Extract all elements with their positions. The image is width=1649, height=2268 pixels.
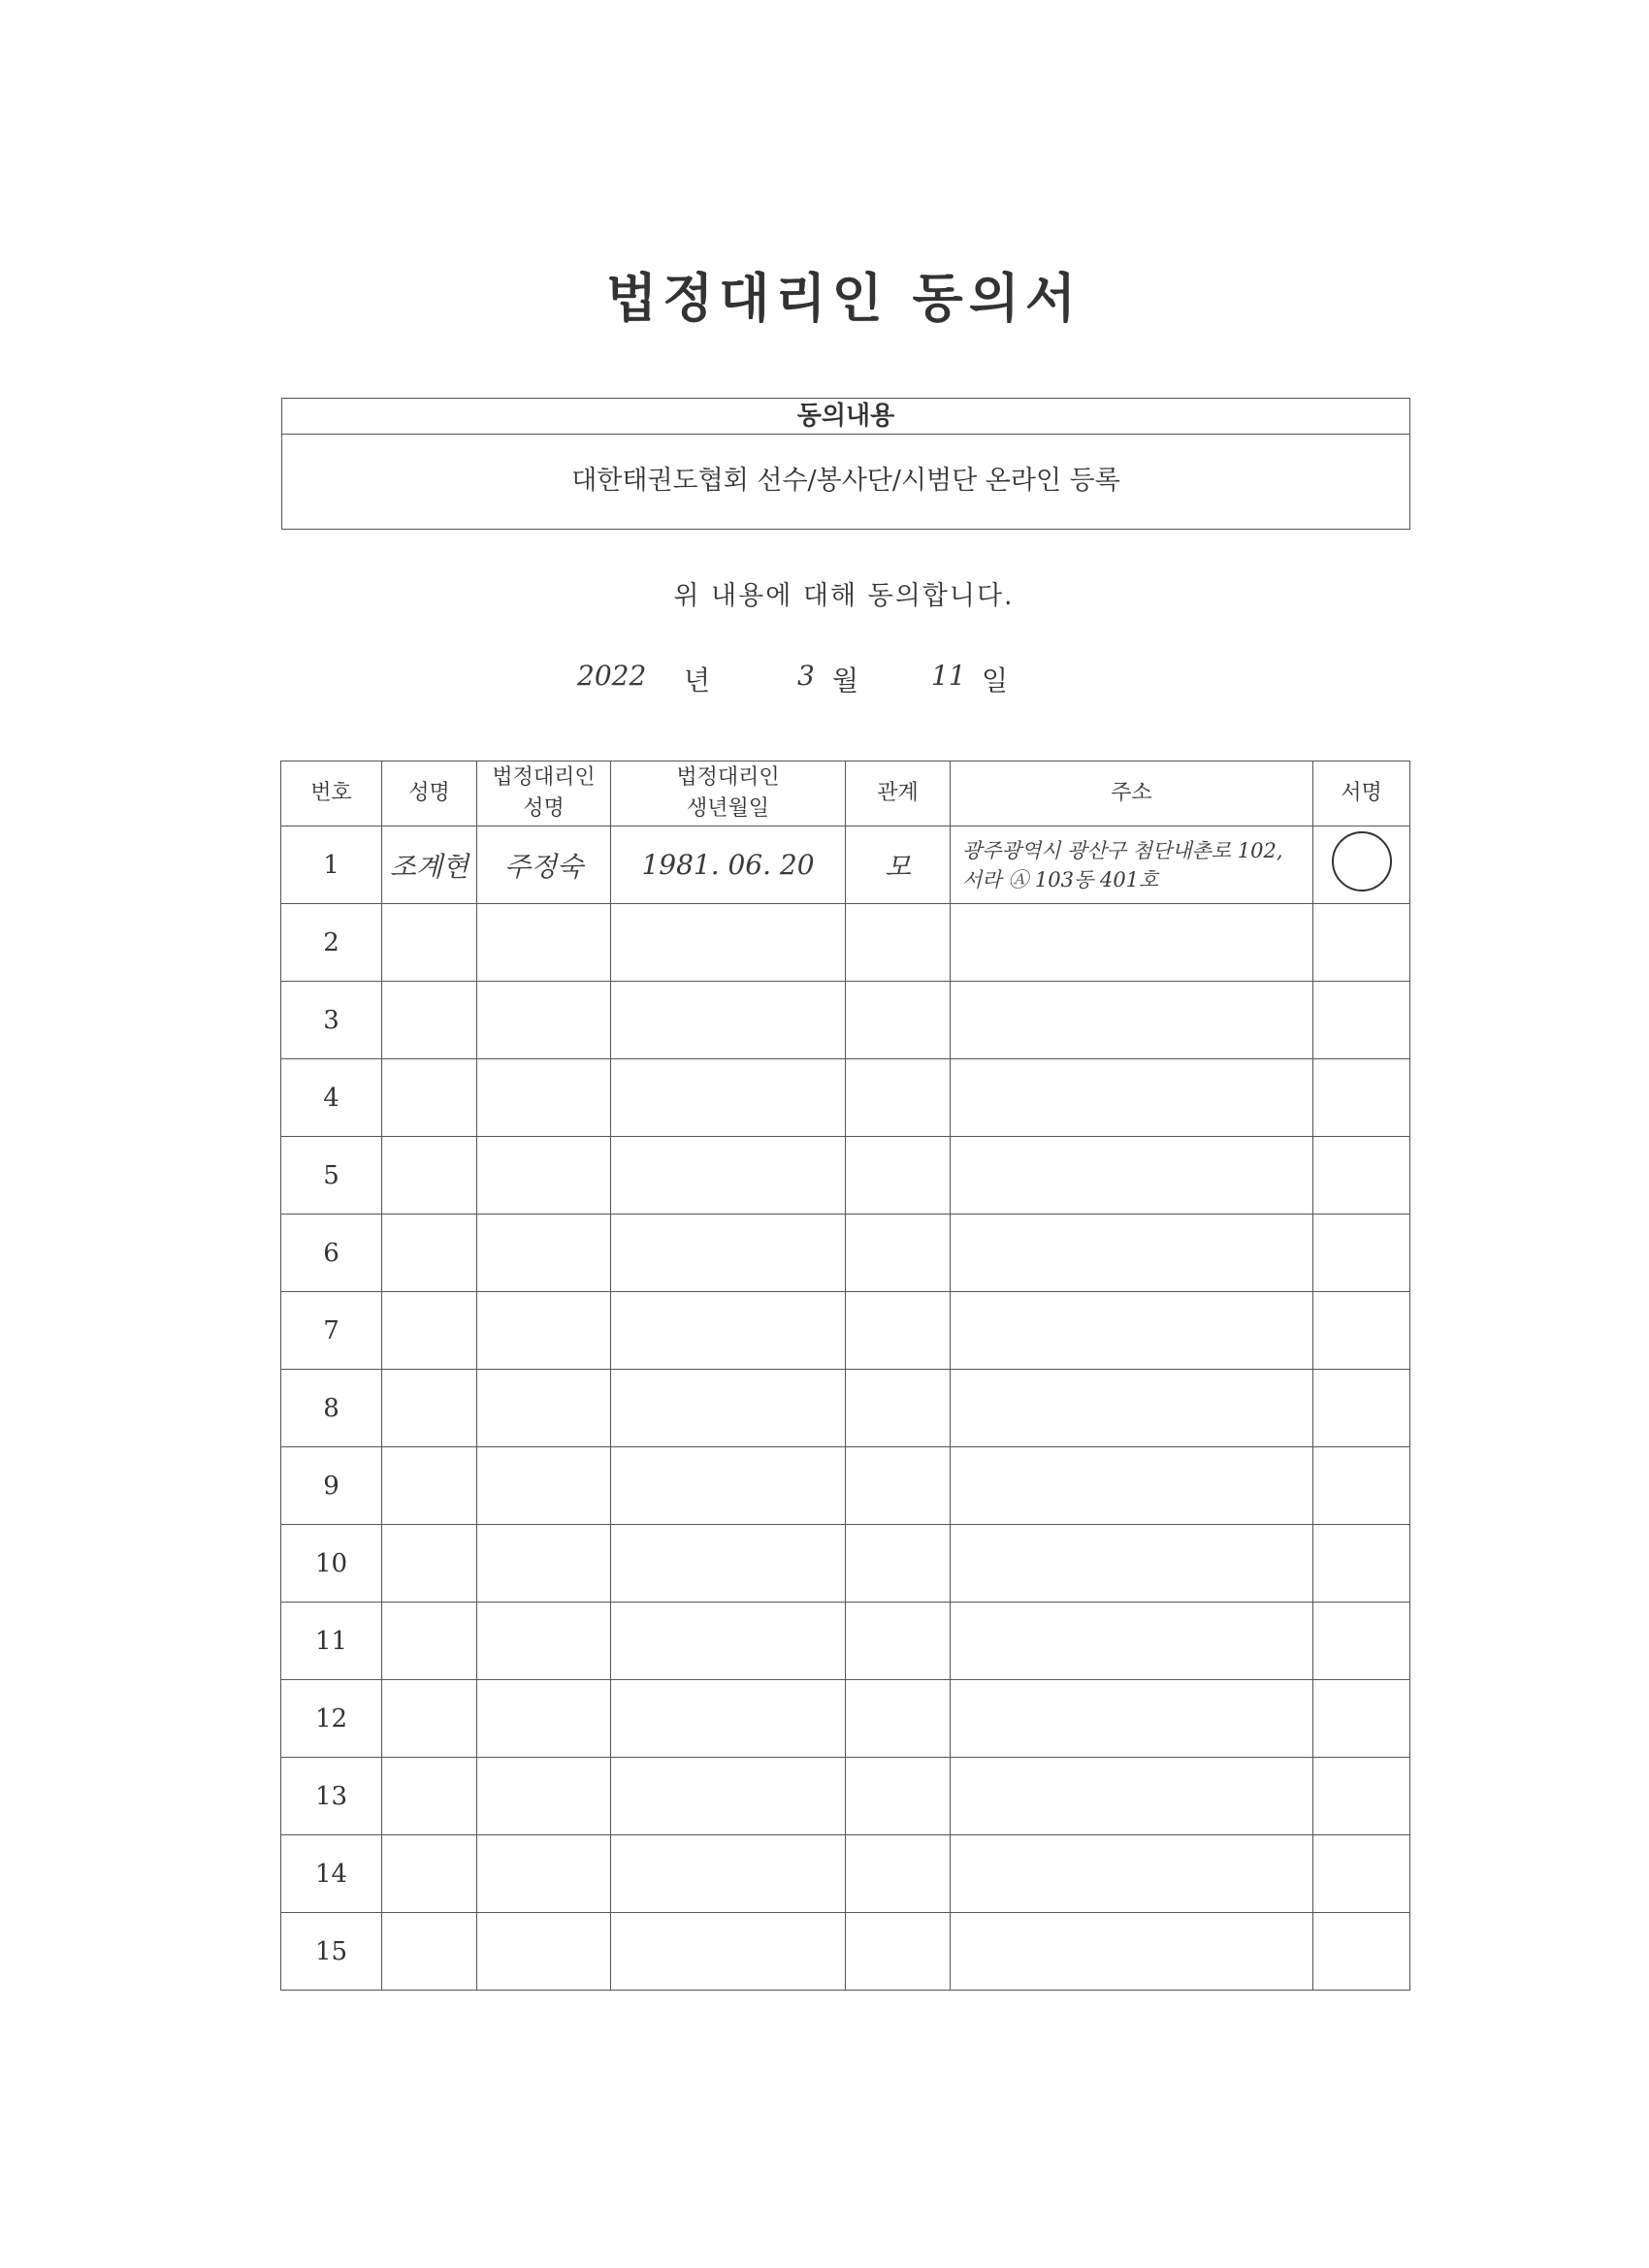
date-month-label: 월 (832, 664, 859, 697)
table-row (281, 1447, 1410, 1525)
row-name-cell (382, 1603, 477, 1680)
row-signature-cell (1313, 1059, 1410, 1137)
address-line-1: 광주광역시 광산구 첨단내촌로 102, (962, 838, 1283, 862)
date-year-label: 년 (684, 664, 711, 697)
row-guardian-birth-cell (611, 1603, 846, 1680)
row-guardian-birth-cell (611, 1059, 846, 1137)
row-no-cell: 10 (281, 1525, 382, 1603)
date-day-label: 일 (982, 664, 1009, 697)
header-guardian-name: 법정대리인 성명 (477, 761, 611, 826)
row-name-cell (382, 982, 477, 1059)
row-no-cell: 13 (281, 1758, 382, 1835)
row-address-cell (951, 1835, 1313, 1913)
page-title: 법정대리인 동의서 (605, 268, 1083, 329)
row-no-cell: 15 (281, 1913, 382, 1991)
table-row (281, 1758, 1410, 1835)
row-no-cell: 7 (281, 1292, 382, 1370)
header-name: 성명 (382, 761, 477, 826)
row-address-cell (951, 1680, 1313, 1758)
row-address-cell (951, 1137, 1313, 1215)
row-address-cell (951, 826, 1313, 904)
row-guardian-name-cell (477, 1447, 611, 1525)
row-address-cell (951, 1059, 1313, 1137)
table-row (281, 1137, 1410, 1215)
row-guardian-birth-cell (611, 1292, 846, 1370)
row-guardian-birth-cell (611, 1370, 846, 1447)
table-row (281, 904, 1410, 982)
row-no-cell: 8 (281, 1370, 382, 1447)
row-guardian-birth-cell (611, 904, 846, 982)
header-guardian-birth: 법정대리인 생년월일 (611, 761, 846, 826)
row-name-cell (382, 1215, 477, 1292)
row-guardian-birth-cell (611, 1758, 846, 1835)
row-guardian-birth-cell (611, 1525, 846, 1603)
row-guardian-name-cell (477, 1913, 611, 1991)
row-name-cell: 조계현 (382, 826, 477, 904)
table-row (281, 1603, 1410, 1680)
row-relation-cell (846, 1370, 951, 1447)
row-name-cell (382, 1525, 477, 1603)
row-guardian-birth-cell: 1981. 06. 20 (611, 826, 846, 904)
row-address-cell (951, 982, 1313, 1059)
row-guardian-name-cell (477, 1215, 611, 1292)
row-no-cell: 9 (281, 1447, 382, 1525)
row-signature-cell (1313, 826, 1410, 904)
table-row (281, 982, 1410, 1059)
header-no: 번호 (281, 761, 382, 826)
row-address-cell (951, 1370, 1313, 1447)
row-relation-cell (846, 1137, 951, 1215)
table-row (281, 1215, 1410, 1292)
date-day-value: 11 (931, 660, 966, 692)
consent-content: 대한태권도협회 선수/봉사단/시범단 온라인 등록 (571, 466, 1120, 496)
row-relation-cell (846, 1215, 951, 1292)
row-guardian-birth-cell (611, 1835, 846, 1913)
row-relation-cell (846, 1525, 951, 1603)
table-body (281, 826, 1410, 1991)
row-no-cell: 11 (281, 1603, 382, 1680)
row-guardian-birth-cell (611, 982, 846, 1059)
row-signature-cell (1313, 1215, 1410, 1292)
row-relation-cell: 모 (846, 826, 951, 904)
row-name-cell (382, 1835, 477, 1913)
row-signature-cell (1313, 1603, 1410, 1680)
row-name-cell (382, 904, 477, 982)
row-guardian-name-cell (477, 1292, 611, 1370)
row-relation-cell (846, 1447, 951, 1525)
row-relation-cell (846, 1292, 951, 1370)
row-address-cell (951, 1603, 1313, 1680)
row-relation-cell (846, 1603, 951, 1680)
row-signature-cell (1313, 904, 1410, 982)
agree-statement: 위 내용에 대해 동의합니다. (673, 581, 1015, 611)
row-address-cell (951, 1525, 1313, 1603)
date-month-value: 3 (797, 660, 815, 692)
table-row (281, 1525, 1410, 1603)
header-signature: 서명 (1313, 761, 1410, 826)
header-relation: 관계 (846, 761, 951, 826)
row-no-cell: 12 (281, 1680, 382, 1758)
table-row (281, 826, 1410, 904)
row-guardian-name-cell (477, 1137, 611, 1215)
table-row (281, 1680, 1410, 1758)
row-signature-cell (1313, 1835, 1410, 1913)
row-relation-cell (846, 982, 951, 1059)
row-relation-cell (846, 1758, 951, 1835)
row-name-cell (382, 1137, 477, 1215)
row-guardian-name-cell (477, 982, 611, 1059)
consent-header: 동의내용 (282, 399, 1409, 435)
date-year-value: 2022 (577, 660, 647, 692)
row-guardian-name-cell (477, 1059, 611, 1137)
table-row (281, 1835, 1410, 1913)
table-row (281, 1292, 1410, 1370)
row-relation-cell (846, 904, 951, 982)
table-row (281, 1370, 1410, 1447)
header-address: 주소 (951, 761, 1313, 826)
row-guardian-name-cell (477, 1525, 611, 1603)
row-no-cell: 5 (281, 1137, 382, 1215)
row-name-cell (382, 1680, 477, 1758)
row-address-cell (951, 1913, 1313, 1991)
row-guardian-birth-cell (611, 1680, 846, 1758)
consent-box (281, 398, 1410, 530)
guardian-table (280, 761, 1410, 1991)
row-relation-cell (846, 1913, 951, 1991)
row-name-cell (382, 1913, 477, 1991)
table-row (281, 1059, 1410, 1137)
row-guardian-name-cell (477, 1603, 611, 1680)
table-header-row (281, 761, 1410, 826)
row-no-cell: 14 (281, 1835, 382, 1913)
row-relation-cell (846, 1059, 951, 1137)
row-signature-cell (1313, 1292, 1410, 1370)
row-signature-cell (1313, 1370, 1410, 1447)
row-signature-cell (1313, 1447, 1410, 1525)
row-guardian-name-cell: 주정숙 (477, 826, 611, 904)
row-no-cell: 1 (281, 826, 382, 904)
address-line-2: 서라 Ⓐ 103동 401호 (962, 867, 1159, 891)
row-name-cell (382, 1370, 477, 1447)
row-guardian-name-cell (477, 1370, 611, 1447)
row-name-cell (382, 1758, 477, 1835)
row-address-cell (951, 1292, 1313, 1370)
row-relation-cell (846, 1680, 951, 1758)
row-relation-cell (846, 1835, 951, 1913)
row-guardian-name-cell (477, 1835, 611, 1913)
row-address-cell (951, 1758, 1313, 1835)
table-row (281, 1913, 1410, 1991)
row-guardian-name-cell (477, 904, 611, 982)
row-signature-cell (1313, 982, 1410, 1059)
row-guardian-name-cell (477, 1680, 611, 1758)
row-guardian-name-cell (477, 1758, 611, 1835)
row-signature-cell (1313, 1913, 1410, 1991)
row-no-cell: 4 (281, 1059, 382, 1137)
row-no-cell: 3 (281, 982, 382, 1059)
row-signature-cell (1313, 1680, 1410, 1758)
row-name-cell (382, 1447, 477, 1525)
row-name-cell (382, 1292, 477, 1370)
row-address-cell (951, 1215, 1313, 1292)
row-name-cell (382, 1059, 477, 1137)
row-guardian-birth-cell (611, 1447, 846, 1525)
row-signature-cell (1313, 1525, 1410, 1603)
row-no-cell: 2 (281, 904, 382, 982)
row-signature-cell (1313, 1137, 1410, 1215)
row-no-cell: 6 (281, 1215, 382, 1292)
row-guardian-birth-cell (611, 1215, 846, 1292)
row-signature-cell (1313, 1758, 1410, 1835)
row-address-cell (951, 1447, 1313, 1525)
row-guardian-birth-cell (611, 1913, 846, 1991)
signature-mark (1332, 831, 1392, 891)
row-address-cell (951, 904, 1313, 982)
row-guardian-birth-cell (611, 1137, 846, 1215)
